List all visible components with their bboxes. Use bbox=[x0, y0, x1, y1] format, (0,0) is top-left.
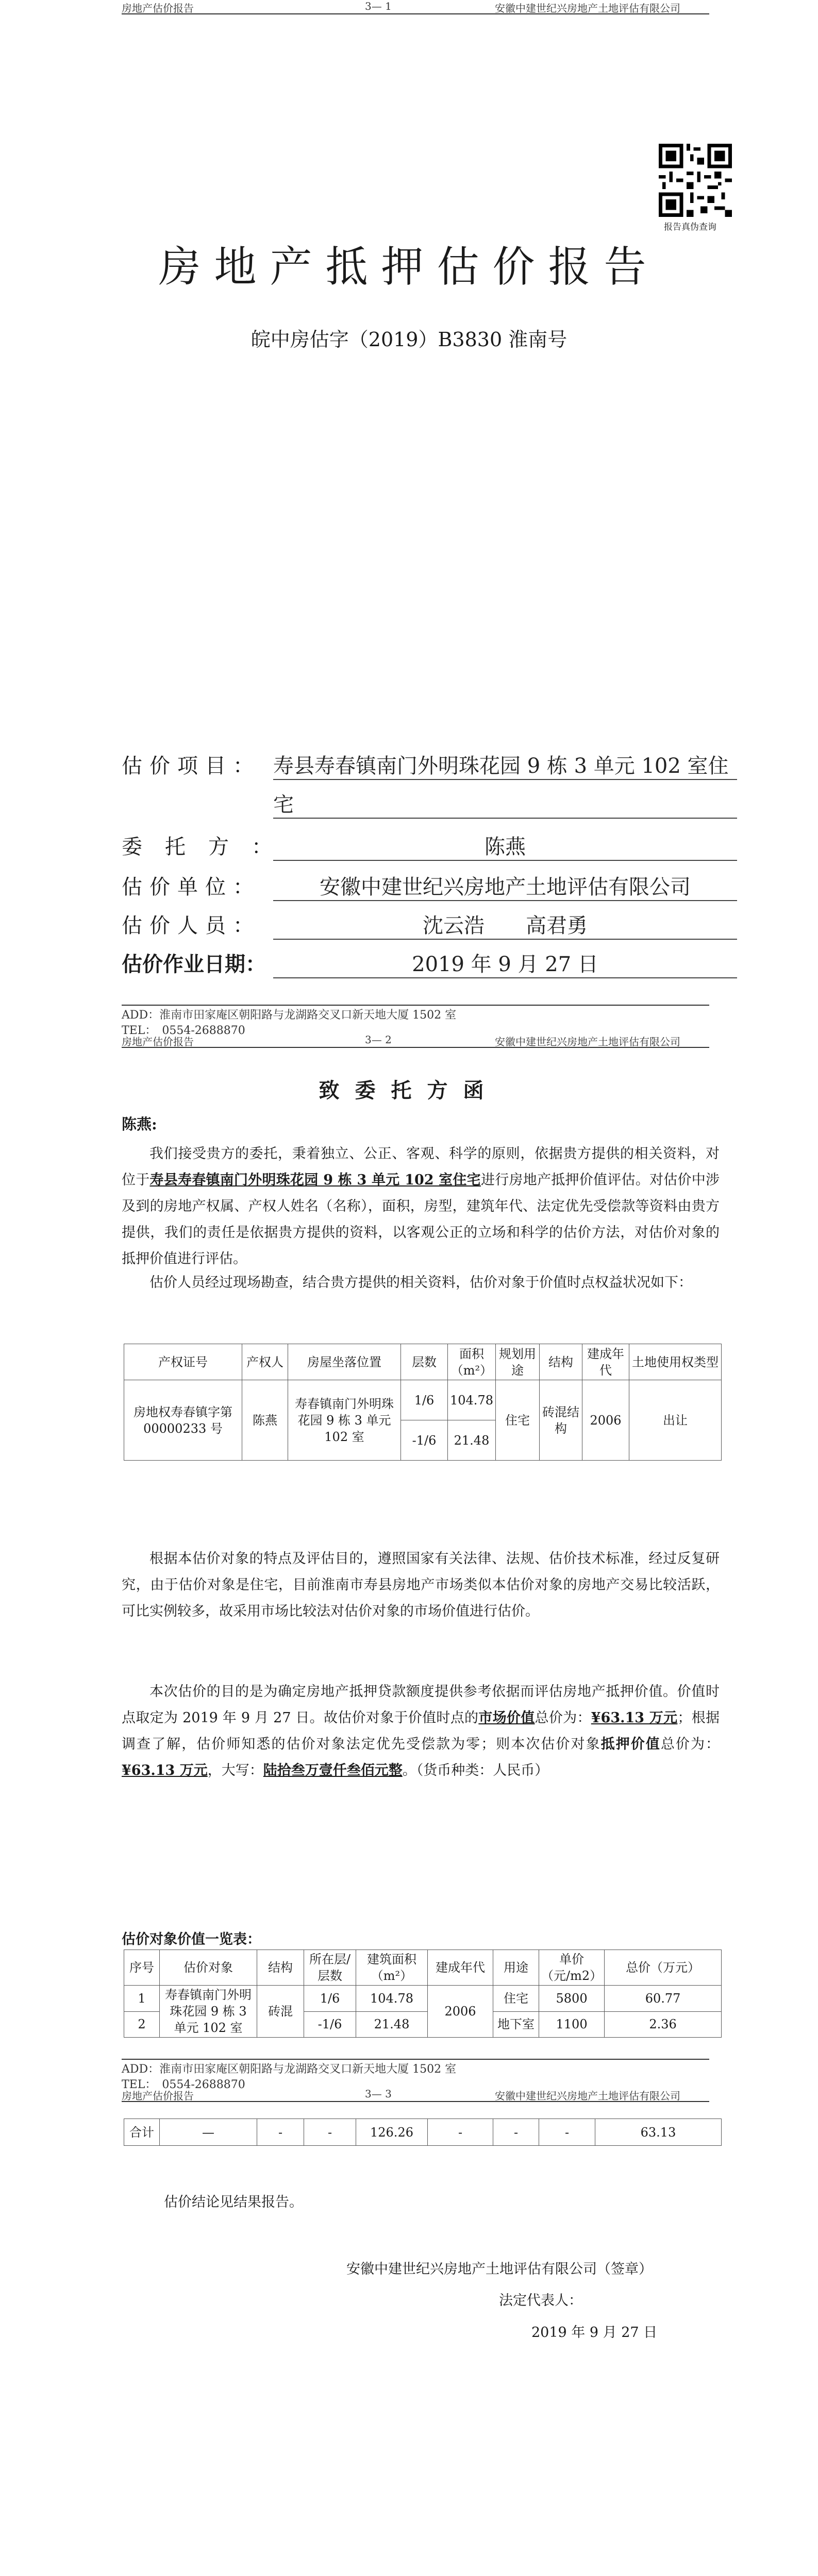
vcol-price: 单价（元/m2） bbox=[539, 1950, 605, 1986]
p4-amount-words: 陆拾叁万壹仟叁佰元整 bbox=[263, 1762, 403, 1778]
letter-title: 致委托方函 bbox=[319, 1078, 499, 1103]
closing-note: 估价结论见结果报告。 bbox=[164, 2194, 303, 2210]
cell-area: 104.78 bbox=[448, 1380, 496, 1420]
vcol-floor: 所在层/层数 bbox=[304, 1950, 356, 1986]
vcell-area: 104.78 bbox=[356, 1986, 428, 2012]
col-cert: 产权证号 bbox=[124, 1344, 242, 1380]
appraisers-label: 估价人员： bbox=[122, 914, 261, 938]
col-year: 建成年代 bbox=[582, 1344, 629, 1380]
p4-market-value-label: 市场价值 bbox=[478, 1710, 535, 1726]
sum-cell: 63.13 bbox=[595, 2119, 722, 2146]
col-structure: 结构 bbox=[539, 1344, 582, 1380]
page1-header-right: 安徽中建世纪兴房地产土地评估有限公司 bbox=[495, 2, 680, 14]
col-owner: 产权人 bbox=[242, 1344, 288, 1380]
vcell-area: 21.48 bbox=[356, 2011, 428, 2038]
vcell-no: 2 bbox=[124, 2011, 160, 2038]
letter-paragraph-3: 根据本估价对象的特点及评估目的，遵照国家有关法律、法规、估价技术标准，经过反复研究，由于估价对象是住宅，目前淮南市寿县房地产市场类似本估价对象的房地产交易比较活跃，可比实例较多，故采用市场比较法对估价对象的市场价值进行估价。 bbox=[122, 1551, 720, 1619]
sum-cell: - bbox=[304, 2119, 356, 2146]
value-table-title: 估价对象价值一览表： bbox=[122, 1931, 261, 1947]
sum-cell: - bbox=[539, 2119, 595, 2146]
col-floors: 层数 bbox=[401, 1344, 448, 1380]
work-date-label: 估价作业日期： bbox=[122, 952, 266, 976]
vcell-price: 1100 bbox=[539, 2011, 605, 2038]
report-title: 房地产抵押估价报告 bbox=[158, 243, 660, 292]
p4-text: 本次估价的目的是为确定房地产抵押贷款额度提供参考依据而评估房地产抵押价值。价值时点取定为 2019 年 9 月 27 日。故估价对象于价值时点的 bbox=[122, 1684, 720, 1726]
vcell-floor: 1/6 bbox=[304, 1986, 356, 2012]
page3-header-rule bbox=[122, 2101, 709, 2102]
vcell-structure: 砖混 bbox=[257, 1986, 304, 2038]
vcol-year: 建成年代 bbox=[428, 1950, 493, 1986]
page3-header-pageno: 3— 3 bbox=[365, 2088, 392, 2100]
vcell-floor: -1/6 bbox=[304, 2011, 356, 2038]
sum-cell: - bbox=[493, 2119, 539, 2146]
client-value: 陈燕 bbox=[273, 831, 737, 861]
p4-text: ，大写： bbox=[207, 1762, 263, 1778]
page2-header-pageno: 3— 2 bbox=[365, 1033, 392, 1046]
page2-header-left: 房地产估价报告 bbox=[122, 1036, 194, 1048]
page1-footer-address: ADD：淮南市田家庵区朝阳路与龙湖路交叉口新天地大厦 1502 室 bbox=[122, 1009, 457, 1022]
page2-header-rule bbox=[122, 1047, 709, 1048]
cell-land-type: 出让 bbox=[629, 1380, 721, 1461]
qr-caption: 报告真伪查询 bbox=[664, 222, 716, 232]
page1-header-rule bbox=[122, 13, 709, 14]
project-value-line1: 寿县寿春镇南门外明珠花园 9 栋 3 单元 102 室住 bbox=[273, 750, 737, 780]
vcell-no: 1 bbox=[124, 1986, 160, 2012]
p4-mortgage-value-label: 抵押价值 bbox=[600, 1736, 661, 1752]
vcol-no: 序号 bbox=[124, 1950, 160, 1986]
work-date-value: 2019 年 9 月 27 日 bbox=[273, 948, 737, 978]
p4-text: ；根据调查了解，估价师知悉的估价对象法定优先受偿款为零；则本次估价对象 bbox=[122, 1710, 720, 1752]
sum-cell: - bbox=[428, 2119, 493, 2146]
page3-header-right: 安徽中建世纪兴房地产土地评估有限公司 bbox=[495, 2090, 680, 2102]
sum-cell: - bbox=[257, 2119, 304, 2146]
vcol-object: 估价对象 bbox=[160, 1950, 257, 1986]
cell-floors: -1/6 bbox=[401, 1420, 448, 1461]
p1-property: 寿县寿春镇南门外明珠花园 9 栋 3 单元 102 室住宅 bbox=[149, 1172, 481, 1188]
letter-paragraph-1 bbox=[122, 1141, 720, 1272]
vcol-area: 建筑面积（m²） bbox=[356, 1950, 428, 1986]
col-use: 规划用途 bbox=[495, 1344, 539, 1380]
cell-area: 21.48 bbox=[448, 1420, 496, 1461]
vcell-total: 60.77 bbox=[605, 1986, 722, 2012]
page2-header-right: 安徽中建世纪兴房地产土地评估有限公司 bbox=[495, 1036, 680, 1048]
sum-cell: 126.26 bbox=[356, 2119, 428, 2146]
vcell-total: 2.36 bbox=[605, 2011, 722, 2038]
property-rights-table bbox=[124, 1344, 722, 1461]
p4-text: 总价为： bbox=[660, 1736, 720, 1752]
qr-code-icon bbox=[659, 144, 732, 217]
p1-text: 我们接受贵方的委托，秉着独立、公正、客观、科学的原则，依据贵方提供的相关资料，对位于 bbox=[122, 1146, 720, 1188]
p4-mortgage-value: ¥63.13 万元 bbox=[122, 1762, 208, 1778]
p4-text: 。（货币种类：人民币） bbox=[402, 1762, 549, 1778]
page1-header-left: 房地产估价报告 bbox=[122, 2, 194, 14]
vcell-use: 住宅 bbox=[493, 1986, 539, 2012]
page1-footer-tel: TEL： 0554-2688870 bbox=[122, 1024, 245, 1037]
page2-footer-rule bbox=[122, 2059, 709, 2060]
report-number: 皖中房估字（2019）B3830 淮南号 bbox=[251, 328, 567, 351]
closing-date: 2019 年 9 月 27 日 bbox=[531, 2325, 658, 2341]
cell-owner: 陈燕 bbox=[242, 1380, 288, 1461]
vcol-structure: 结构 bbox=[257, 1950, 304, 1986]
page2-footer-address: ADD：淮南市田家庵区朝阳路与龙湖路交叉口新天地大厦 1502 室 bbox=[122, 2063, 457, 2076]
cell-year: 2006 bbox=[582, 1380, 629, 1461]
client-label: 委托方： bbox=[122, 835, 295, 859]
sum-cell: — bbox=[160, 2119, 257, 2146]
page1-header-pageno: 3— 1 bbox=[365, 0, 392, 12]
cell-floors: 1/6 bbox=[401, 1380, 448, 1420]
appraiser-org-value: 安徽中建世纪兴房地产土地评估有限公司 bbox=[273, 871, 737, 901]
p4-text: 总价为： bbox=[535, 1710, 591, 1726]
letter-salutation: 陈燕: bbox=[122, 1115, 157, 1133]
appraiser-org-label: 估价单位： bbox=[122, 875, 261, 899]
closing-company: 安徽中建世纪兴房地产土地评估有限公司（签章） bbox=[346, 2261, 653, 2277]
project-label: 估价项目： bbox=[122, 754, 261, 778]
page3-header-left: 房地产估价报告 bbox=[122, 2090, 194, 2102]
sum-cell: 合计 bbox=[124, 2119, 160, 2146]
vcell-price: 5800 bbox=[539, 1986, 605, 2012]
cell-structure: 砖混结构 bbox=[539, 1380, 582, 1461]
value-summary-table bbox=[124, 1950, 722, 2038]
col-area: 面积（m²） bbox=[448, 1344, 496, 1380]
vcell-use: 地下室 bbox=[493, 2011, 539, 2038]
col-location: 房屋坐落位置 bbox=[288, 1344, 401, 1380]
cell-location: 寿春镇南门外明珠花园 9 栋 3 单元 102 室 bbox=[288, 1380, 401, 1461]
appraisers-value: 沈云浩 高君勇 bbox=[273, 909, 737, 940]
letter-paragraph-2: 估价人员经过现场勘查，结合贵方提供的相关资料，估价对象于价值时点权益状况如下： bbox=[149, 1275, 692, 1291]
vcell-object: 寿春镇南门外明珠花园 9 栋 3 单元 102 室 bbox=[160, 1986, 257, 2038]
cell-use: 住宅 bbox=[495, 1380, 539, 1461]
page1-footer-rule bbox=[122, 1005, 709, 1006]
vcol-total: 总价（万元） bbox=[605, 1950, 722, 1986]
closing-legal-rep: 法定代表人： bbox=[499, 2293, 582, 2309]
value-summary-table-continued bbox=[124, 2119, 722, 2146]
letter-paragraph-4 bbox=[122, 1679, 720, 1784]
vcol-use: 用途 bbox=[493, 1950, 539, 1986]
project-value-line2: 宅 bbox=[273, 788, 737, 819]
vcell-year: 2006 bbox=[428, 1986, 493, 2038]
p1-text-tail: 进行房地产抵押价值评估。对估价中涉及到的房地产权属、产权人姓名（名称），面积，房型，建筑年代、法定优先受偿款等资料由贵方提供，我们的责任是依据贵方提供的资料，以客观公正的立场和科学的估价方法，对估价对象的抵押价值进行评估。 bbox=[122, 1172, 720, 1267]
page2-footer-tel: TEL： 0554-2688870 bbox=[122, 2078, 245, 2091]
cell-cert: 房地权寿春镇字第 00000233 号 bbox=[124, 1380, 242, 1461]
p4-market-value: ¥63.13 万元 bbox=[591, 1710, 678, 1726]
col-land-type: 土地使用权类型 bbox=[629, 1344, 721, 1380]
